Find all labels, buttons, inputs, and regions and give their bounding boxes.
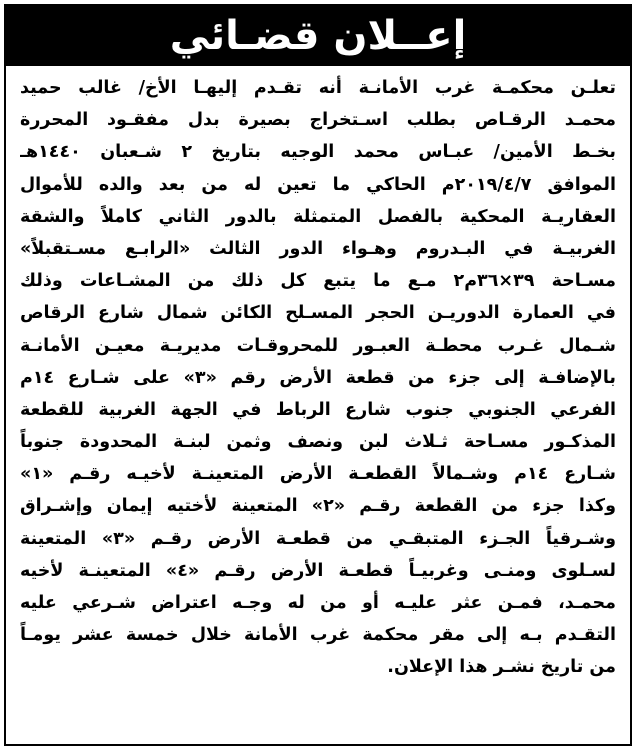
notice-line: وشـرقياً الجـزء المتبقـي من قطعـة الأرض رقـم «٣» المتعينة <box>20 528 616 549</box>
notice-line: شـمال غـرب محطـة العبـور للمحروقـات مديريـة معيـن الأمانـة <box>20 335 616 356</box>
notice-line: لسـلوى ومنـى وغربيـاً قطعـة الأرض رقـم «٤» المتعينـة لأخيه <box>20 560 616 581</box>
notice-line: الغربيـة في البـدروم وهـواء الدور الثالث «الرابـع مسـتقبلاً» <box>20 238 616 259</box>
notice-line: شـارع ١٤م وشـمالاً القطعـة الأرض المتعينـة لأخيـه رقـم «١» <box>20 464 616 485</box>
notice-line: الموافق ٢٠١٩/٤/٧م الحاكي ما تعين له من بعد والده للأموال <box>20 174 616 195</box>
notice-body <box>20 72 616 684</box>
notice-line: المذكـور مسـاحة ثـلاث لبن ونصف وثمن لبنـة المحدودة جنوباً <box>20 432 616 453</box>
notice-line: في العمارة الدوريـن الحجر المسـلح الكائن شمال شارع الرقاص <box>20 303 616 324</box>
notice-line: بخـط الأمين/ عبـاس محمد الوجيه بتاريخ ٢ شـعبان ١٤٤٠هـ <box>20 142 616 163</box>
notice-line: العقاريـة المحكية بالفصل المتمثلة بالدور الثاني كاملاً والشقة <box>20 206 616 227</box>
legal-notice <box>4 4 632 746</box>
notice-line: مسـاحة ٣٩×٣٦م٢ مـع ما يتبع كل ذلك من المشـاعات وذلك <box>20 271 616 292</box>
notice-line: التقـدم بـه إلى مقر محكمة غرب الأمانة خلال خمسة عشر يومـاً <box>20 625 616 646</box>
notice-line: من تاريخ نشـر هذا الإعلان. <box>387 657 616 678</box>
notice-header <box>6 6 630 66</box>
notice-title: إعــلان قضـائي <box>169 13 467 59</box>
notice-line: تعلـن محكمـة غرب الأمانـة أنه تقـدم إليهـا الأخ/ غالب حميد <box>20 78 616 98</box>
notice-line: وكذا جزء من القطعة رقـم «٢» المتعينة لأختيه إيمان وإشـراق <box>20 496 616 517</box>
notice-line: الفرعي الجنوبي جنوب شارع الرباط في الجهة الغربية للقطعة <box>20 399 616 420</box>
notice-line: بالإضافـة إلى جزء من قطعة الأرض رقم «٣» على شـارع ١٤م <box>20 367 616 388</box>
notice-line: محمـد، فمـن عثر عليـه أو من له وجـه اعتراض شـرعي عليه <box>20 593 616 613</box>
notice-line: محمـد الرقـاص بطلب اسـتخراج بصيرة بدل مفقـود المحررة <box>20 110 616 131</box>
